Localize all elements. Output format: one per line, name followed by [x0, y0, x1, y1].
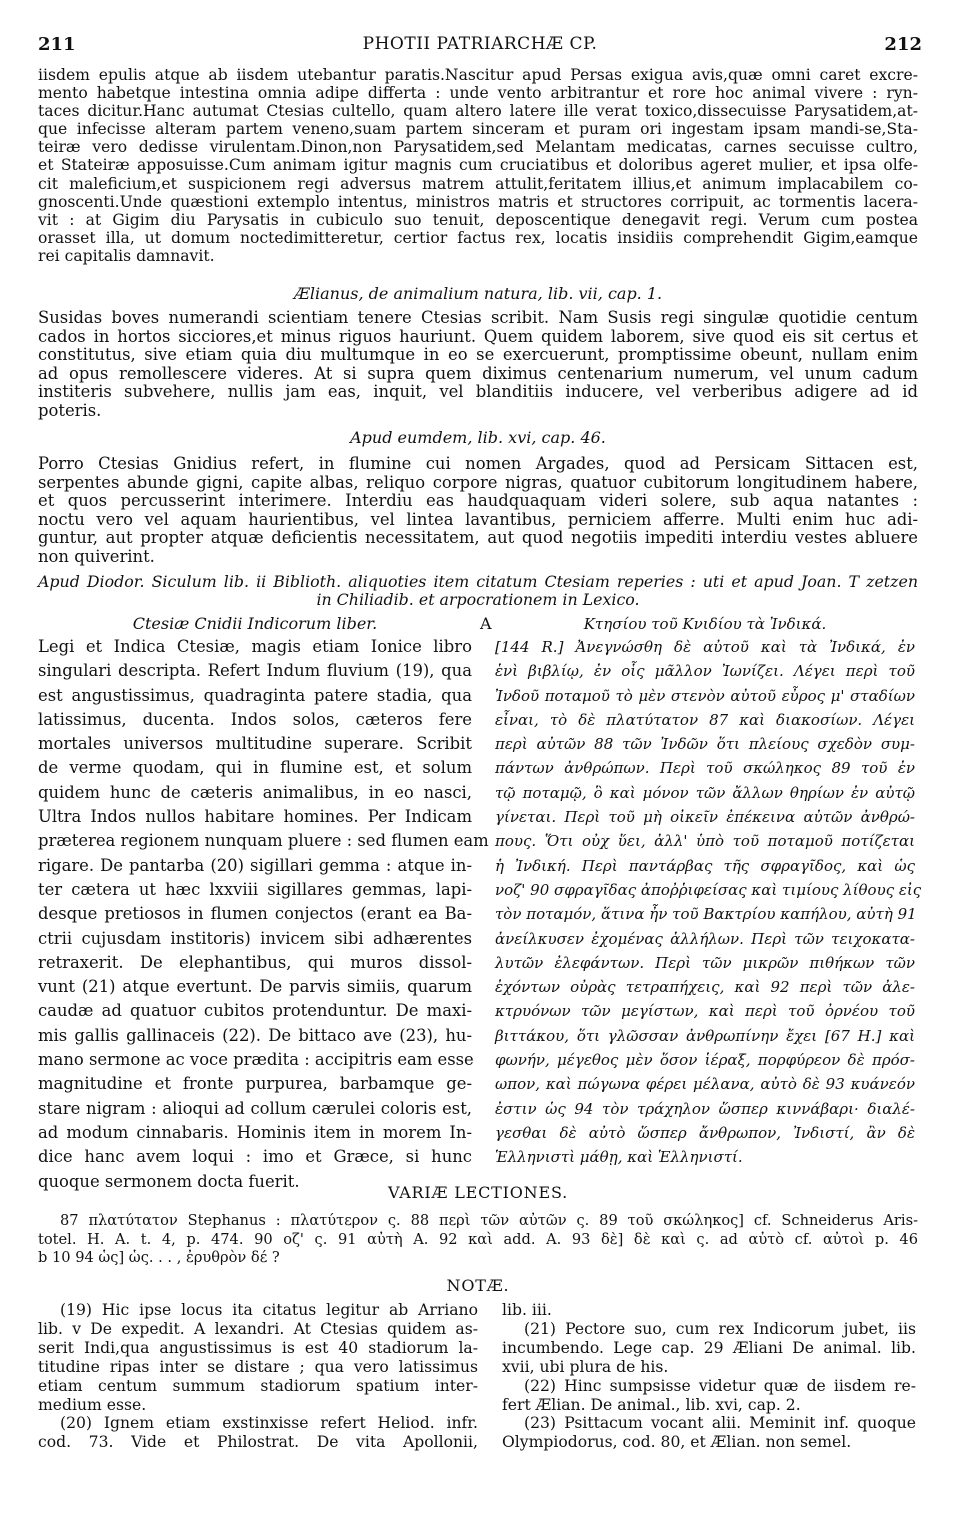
text-line: λυτῶν ἐλεφάντων. Περὶ τῶν μικρῶν πιθήκων τῶν — [495, 953, 915, 972]
text-line: περὶ αὐτῶν 88 τῶν Ἰνδῶν ὅτι πλείους σχεδὸν συμ- — [495, 735, 915, 754]
text-line: medium esse. — [38, 1395, 147, 1414]
page-number-right: 212 — [884, 34, 922, 55]
text-line: est angustissimus, quadraginta patere stadia, qua — [38, 685, 472, 705]
text-line: βιττάκου, ὅτι γλῶσσαν ἀνθρωπίνην ἔχει [67 H.] καὶ — [495, 1026, 915, 1045]
latin-title-text: Ctesiæ Cnidii Indicorum liber. — [132, 614, 378, 633]
text-line: cit maleficium,et suspicionem regi adversus matrem attulit,feritatem illius,et animum implacabilem co- — [38, 174, 918, 193]
text-line: ωπον, καὶ πώγωνα φέρει μέλανα, αὐτὸ δὲ 93 κυάνεόν — [495, 1075, 915, 1094]
text-line: iisdem epulis atque ab iisdem utebantur paratis.Nascitur apud Persas exigua avis,quæ omni caret excre- — [38, 66, 918, 84]
running-title: PHOTII PATRIARCHÆ CP. — [362, 34, 598, 54]
aelian-heading: Ælianus, de animalium natura, lib. vii, cap. 1. — [293, 284, 663, 303]
text-line: poteris. — [38, 400, 102, 420]
text-line: πους. Ὅτι οὐχ ὕει, ἀλλ' ὑπὸ τοῦ ποταμοῦ ποτίζεται — [495, 832, 915, 851]
text-line: b 10 94 ὡς] ὡς. . . , ἐρυθρὸν δέ ? — [38, 1249, 280, 1267]
diodor-note — [38, 573, 918, 610]
text-line: serpentes abunde gigni, capite albas, reliquo corpore nigras, quatuor cubitorum longitudinem habere, — [38, 472, 918, 492]
greek-column-title: Κτησίου τοῦ Κνιδίου τὰ Ἰνδικά. — [583, 615, 827, 633]
text-line: Susidas boves numerandi scientiam tenere Ctesias scribit. Nam Susis regi singulæ quotidie centum — [38, 308, 918, 327]
aelian-paragraph — [38, 309, 918, 421]
text-line: et quos percusserint interimere. Interdiu eas haudquaquam videri solere, sub aqua natantes : — [38, 491, 918, 510]
text-line: quidem hunc de cæteris animalibus, in eo nasci, — [38, 782, 472, 802]
text-line: ἐχόντων οὐρὰς τετραπήχεις, καὶ 92 περὶ τῶν ἀλε- — [495, 978, 915, 997]
text-line: non quiverint. — [38, 546, 155, 566]
text-line: Legi et Indica Ctesiæ, magis etiam Ionice libro — [38, 637, 472, 656]
text-line: mis gallis gallinaceis (22). De bittaco ave (23), hu- — [38, 1025, 472, 1045]
text-line: (23) Psittacum vocant alii. Meminit inf. quoque — [524, 1414, 916, 1433]
text-line: Ultra Indos nullos habitare homines. Per Indicam — [38, 807, 472, 827]
text-line: ter cætera ut hæc lxxviii sigillares gemmas, lapi- — [38, 879, 472, 899]
text-line: teiræ vero dedisse virulentam.Dinon,non Parysatidem,sed Melantam medicatas, carnes secuisse cultro, — [38, 138, 918, 157]
text-line: (22) Hinc sumpsisse videtur quæ de iisdem re- — [524, 1376, 916, 1395]
notae-title: NOTÆ. — [446, 1276, 510, 1295]
text-line: Porro Ctesias Gnidius refert, in flumine cui nomen Argades, quod ad Persicam Sittacen est, — [38, 454, 918, 473]
text-line: κτρυόνων τῶν μεγίστων, καὶ περὶ τοῦ ὀρνέου τοῦ — [495, 1002, 915, 1021]
text-line: Apud Diodor. Siculum lib. ii Biblioth. aliquoties item citatum Ctesiam reperies : uti et apud Joan. T zetzen — [38, 572, 918, 591]
text-line: Ἰνδοῦ ποταμοῦ τὸ μὲν στενὸν αὐτοῦ εὖρος μ' σταδίων — [495, 686, 915, 705]
text-line: retraxerit. De elephantibus, qui muros dissol- — [38, 952, 472, 972]
variae-lectiones — [38, 1212, 918, 1268]
page-number-left: 211 — [38, 34, 76, 55]
text-line: Olympiodorus, cod. 80, et Ælian. non semel. — [502, 1433, 852, 1452]
text-line: institeris subvehere, nullis jam eas, inquit, vel blanditiis inducere, vel verberibus adigere ad id — [38, 382, 918, 402]
text-line: caudæ ad quatuor cubitos protenduntur. De maxi- — [38, 1001, 472, 1021]
text-line: ad modum cinnabaris. Hominis item in morem In- — [38, 1122, 472, 1142]
text-line: mento habetque intestina omnia adipe differta : unde vento arbitrantur et rore hoc animal vivere : ryn- — [38, 84, 918, 103]
text-line: fert Ælian. De animal., lib. xvi, cap. 2. — [502, 1395, 801, 1414]
text-line: mortales universos multitudine superare. Scribit — [38, 734, 472, 754]
text-line: νοζ' 90 σφραγῖδας ἀποῤῥιφείσας καὶ τιμίους λίθους εἰς — [495, 880, 922, 899]
text-line: γεσθαι δὲ αὐτὸ ὥσπερ ἄνθρωπον, Ἰνδιστί, ἂν δὲ — [495, 1123, 915, 1142]
text-line: et Stateiræ apposuisse.Cum animam igitur magnis cum cruciatibus et doloribus ageret mulier, et ipsa olfe- — [38, 156, 918, 175]
text-line: τῷ ποταμῷ, ὃ καὶ μόνον τῶν ἄλλων θηρίων ἐν αὐτῷ — [495, 783, 915, 802]
text-line: noctu vero vel aquam haurientibus, vel lintea lavantibus, perniciem afferre. Multi enim huc adi- — [38, 509, 918, 529]
text-line: stare nigram : alioqui ad collum cærulei coloris est, — [38, 1098, 472, 1118]
text-line: totel. H. A. t. 4, p. 474. 90 οζ' ς. 91 αὐτὴ A. 92 καὶ add. A. 93 δὲ] δὲ καὶ ς. ad αὐτὸ cf. αὐτοὶ p. 46 — [38, 1230, 918, 1248]
text-line: εἶναι, τὸ δὲ πλατύτατον 87 καὶ διακοσίων. Λέγει — [495, 710, 915, 729]
text-line: in Chiliadib. et arpocrationem in Lexico. — [316, 590, 640, 610]
text-line: desque pretiosos in flumen conjectos (erant ea Ba- — [38, 904, 472, 924]
text-line: vit : at Gigim diu Parysatis in cubiculo suo tenuit, deposcentique denegavit regi. Verum cum postea — [38, 210, 918, 229]
text-line: rei capitalis damnavit. — [38, 246, 215, 265]
variae-title: VARIÆ LECTIONES. — [387, 1183, 569, 1202]
text-line: ctrii cujusdam institoris) invicem sibi adhærentes — [38, 928, 472, 948]
page-header — [38, 34, 922, 62]
text-line: Ἑλληνιστὶ μάθῃ, καὶ Ἑλληνιστί. — [495, 1148, 743, 1167]
text-line: singulari descripta. Refert Indum fluvium (19), qua — [38, 661, 472, 681]
greek-column — [495, 613, 922, 1170]
text-line: latissimus, ducenta. Indos solos, cæteros fere — [38, 709, 472, 729]
text-line: cados in hortos sicciores,et minus riguos hauriunt. Quem quidem laborem, sive quod eis sit certus et — [38, 326, 918, 346]
text-line: titudine ripas inter se distare ; qua vero latissimus — [38, 1357, 478, 1376]
text-line: [144 R.] Ἀνεγνώσθη δὲ αὐτοῦ καὶ τὰ Ἰνδικά, ἐν — [495, 638, 915, 656]
text-line: (20) Ignem etiam exstinxisse refert Heliod. infr. — [60, 1414, 478, 1433]
text-line: mano sermone ac voce prædita : accipitris eam esse — [38, 1050, 474, 1070]
text-line: φωνήν, μέγεθος μὲν ὅσον ἱέραξ, πορφύρεον δὲ πρόσ- — [495, 1051, 915, 1070]
text-line: lib. iii. — [502, 1301, 552, 1319]
text-line: πάντων ἀνθρώπων. Περὶ τοῦ σκώληκος 89 τοῦ ἐν — [495, 759, 915, 778]
text-line: vunt (21) atque evertunt. De parvis simiis, quarum — [38, 977, 472, 997]
column-marker: A — [480, 614, 492, 633]
text-line: constitutus, sive etiam quia diu multumque in eo se exercuerunt, promptissime obeunt, nullam enim — [38, 345, 918, 365]
latin-column-title — [38, 613, 472, 635]
apud-paragraph — [38, 455, 918, 566]
text-line: de verme quodam, qui in flumine est, et solum — [38, 758, 472, 778]
text-line: cod. 73. Vide et Philostrat. De vita Apollonii, — [38, 1433, 478, 1452]
text-line: etiam centum summum stadiorum spatium inter- — [38, 1376, 478, 1395]
text-line: incumbendo. Lege cap. 29 Æliani De animal. lib. — [502, 1338, 916, 1357]
text-line: (19) Hic ipse locus ita citatus legitur ab Arriano — [60, 1301, 478, 1319]
text-line: ad opus remollescere videres. At si supra quem diximus centenarium numerum, vel unum cadum — [38, 363, 918, 383]
text-line: τὸν ποταμόν, ἅτινα ἦν τοῦ Βακτρίου καπήλου, αὐτὴ 91 — [495, 905, 917, 924]
text-line: γίνεται. Περὶ τοῦ μὴ οἰκεῖν ἐπέκεινα αὐτῶν ἀνθρώ- — [495, 808, 915, 827]
latin-column — [38, 613, 489, 1194]
text-line: 87 πλατύτατον Stephanus : πλατύτερον ς. 88 περὶ τῶν αὐτῶν ς. 89 τοῦ σκώληκος] cf. Schneiderus Aris- — [60, 1212, 918, 1229]
apud-heading: Apud eumdem, lib. xvi, cap. 46. — [350, 428, 606, 447]
notae-left — [38, 1301, 478, 1452]
text-line: ἀνείλκυσεν ἐχομένας ἀλλήλων. Περὶ τῶν τειχοκατα- — [495, 929, 915, 948]
notae-right — [502, 1301, 916, 1452]
text-line: (21) Pectore suo, cum rex Indicorum jubet, iis — [524, 1319, 916, 1338]
text-line: taces dicitur.Hanc autumat Ctesias cultello, quam altero latere ille verat toxico,dissecuisse Parysatidem,at- — [38, 102, 918, 121]
text-line: gnoscenti.Unde quæstioni extemplo intentus, ministros matris et structores corripuit, ac tormentis lacera- — [38, 192, 918, 211]
text-line: ἑνὶ βιβλίῳ, ἐν οἷς μᾶλλον Ἰωνίζει. Λέγει περὶ τοῦ — [495, 662, 915, 681]
text-line: serit Indi,qua angustissimus is est 40 stadiorum la- — [38, 1338, 478, 1357]
text-line: ἐστιν ὡς 94 τὸν τράχηλον ὥσπερ κιννάβαρι· διαλέ- — [495, 1099, 915, 1118]
text-line: xvii, ubi plura de his. — [502, 1357, 669, 1376]
text-line: lib. v De expedit. A lexandri. At Ctesias quidem as- — [38, 1319, 478, 1338]
text-line: dice hanc avem loqui : imo et Græce, si hunc — [38, 1147, 472, 1167]
intro-paragraph — [38, 66, 918, 265]
text-line: ἡ Ἰνδική. Περὶ παντάρβας τῆς σφραγῖδος, καὶ ὡς — [495, 856, 915, 875]
text-line: guntur, aut propter atquæ deficientis necessitatem, aut quod negotiis impediti interdiu vestes abluere — [38, 528, 918, 547]
text-line: præterea regionem nunquam pluere : sed flumen eam — [38, 831, 489, 851]
text-line: quoque sermonem docta fuerit. — [38, 1171, 300, 1191]
text-line: magnitudine et fronte purpurea, barbamque ge- — [38, 1074, 472, 1094]
text-line: que infecisse alteram partem veneno,suam partem sinceram et puram ori ingestam ipsam mandi-se,Sta- — [38, 120, 918, 139]
text-line: rigare. De pantarba (20) sigillari gemma : atque in- — [38, 855, 472, 875]
text-line: orasset illa, ut domum noctedimitteretur, certior factus rex, locatis insidiis comprehendit Gigim,eamque — [38, 228, 918, 247]
